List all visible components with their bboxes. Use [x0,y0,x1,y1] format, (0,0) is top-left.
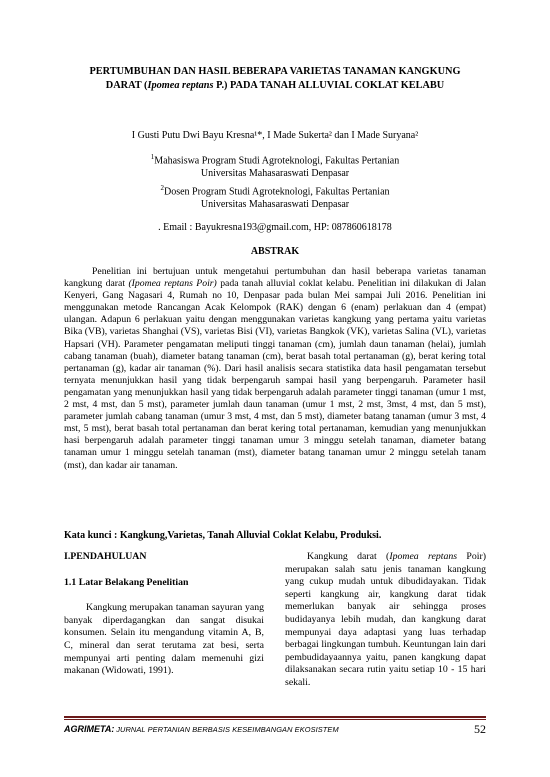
right-species-name: Ipomea reptans [389,551,458,562]
introduction-paragraph: Kangkung merupakan tanaman sayuran yang banyak diperdagangkan dan sangat disukai konsumen. Selain itu mengandung vitamin A, B, C, mineral dan serat terutama zat besi, serta mempunyai arti penting dalam memenuhi gizi makanan (Widowati, 1991). [64,602,264,677]
affiliation-2-line-2: Universitas Mahasaraswati Denpasar [200,199,350,211]
page-number: 52 [474,722,486,736]
authors: I Gusti Putu Dwi Bayu Kresna¹*, I Made Sukerta² dan I Made Suryana² [131,130,419,141]
abstract-part-2: pada tanah alluvial coklat kelabu. Penelitian ini dilakukan di Jalan Kenyeri, Gang Nagasari 4, Rumah no 10, Denpasar pada bulan Mei sampai Juli 2016. Penelitian ini menggunakan metode Rancangan Acak Kelompok (RAK) dengan 6 (enam) perlakuan dan 4 (empat) ulangan. Adapun 6 perlakuan yaitu dengan menggunakan varietas kangkung yang pertama yaitu varietas Bika (VB), varietas Shanghai (VS), varietas Bisi (VI), varietas Bangkok (VK), varietas Salina (VL), varietas Hapsari (VH). Parameter pengamatan meliputi tinggi tanaman (cm), jumlah daun tanaman (helai), jumlah cabang tanaman (buah), diameter batang tanaman (cm), berat basah total pertanaman (g), berat kering total pertanaman (g), kadar air tanaman (%). Dari hasil analisis secara statistika data hasil pengamatan tersebut ternyata menunjukkan hasil yang tidak berpengaruh sampai hasil yang berpengaruh. Parameter hasil pengamatan yang menunjukkan hasil yang tidak berpengaruh adalah parameter tinggi tanaman (umur 1 mst, 2 mst, 4 mst, dan 5 mst), parameter jumlah daun tanaman (umur 1 mst, 2 mst, 3mst, 4 mst, dan 5 mst), parameter jumlah cabang tanaman (umur 3 mst, 4 mst, dan 5 mst), diameter batang tanaman (umur 3 mst, 4 mst, 5 mst), berat basah total pertanaman dan berat kering total pertanaman, kemudian yang menunjukkan hasi berpengaruh adalah parameter tinggi tanaman umur 3 minggu setelah tanaman, diameter batang tanaman umur 1 minggu setelah tanaman (mst), diameter batang tanaman umur 2 minggu setelah tanam (mst), dan kadar air tanaman. [64,278,486,471]
right-part-2: Poir) merupakan salah satu jenis tanaman kangkung yang cukup mudah untuk dibudidayakan. Tidak seperti kangkung air, kangkung darat tidak memerlukan banyak air sehingga proses budidayanya lebih mudah, dan kangkung darat mempunyai daya adaptasi yang luas terhadap berbagai lingkungan tumbuh. Keuntungan lain dari pembudidayaannya yaitu, panen kangkung dapat dilaksanakan secara rutin yaitu setiap 10 - 15 hari sekali. [285,551,487,688]
abstract-heading: ABSTRAK [250,246,300,257]
subsection-heading-background: 1.1 Latar Belakang Penelitian [64,576,189,588]
affiliation-1-line-1: Mahasiswa Program Studi Agroteknologi, Fakultas Pertanian [154,155,400,167]
section-heading-introduction: I.PENDAHULUAN [64,551,147,562]
title-species-name: Ipomea reptans [147,80,214,91]
footer-rule-thin [64,719,486,720]
keywords: Kata kunci : Kangkung,Varietas, Tanah Alluvial Coklat Kelabu, Produksi. [64,530,382,541]
contact-info: . Email : Bayukresna193@gmail.com, HP: 087860618178 [158,222,392,233]
title-line-2-post: P.) PADA TANAH ALLUVIAL COKLAT KELABU [213,80,445,91]
right-part-1: Kangkung darat ( [307,551,390,562]
left-column [64,551,264,678]
abstract-part-1: Penelitian ini bertujuan untuk mengetahui pertumbuhan dan hasil beberapa varietas tanaman kangkung darat [64,266,486,290]
title-line-2-pre: DARAT ( [105,80,148,91]
paper-title [40,65,510,93]
journal-brand: AGRIMETA: [64,724,115,734]
affiliation-1 [40,151,510,180]
affiliation-2 [40,182,510,211]
journal-name: JURNAL PERTANIAN BERBASIS KESEIMBANGAN EKOSISTEM [116,725,339,734]
affiliation-1-marker: 1 [150,153,155,161]
page-footer [64,721,486,737]
affiliation-2-marker: 2 [160,184,164,192]
title-line-2 [40,79,510,93]
abstract-species-name: (Ipomea reptans Poir) [128,278,217,290]
right-column [285,551,486,690]
title-line-1: PERTUMBUHAN DAN HASIL BEBERAPA VARIETAS TANAMAN KANGKUNG [89,66,461,77]
affiliation-2-line-1: Dosen Program Studi Agroteknologi, Fakultas Pertanian [163,186,390,198]
right-column-paragraph [285,551,486,690]
footer-rule [64,716,486,718]
affiliation-1-line-2: Universitas Mahasaraswati Denpasar [200,168,350,180]
abstract-body [64,266,486,472]
